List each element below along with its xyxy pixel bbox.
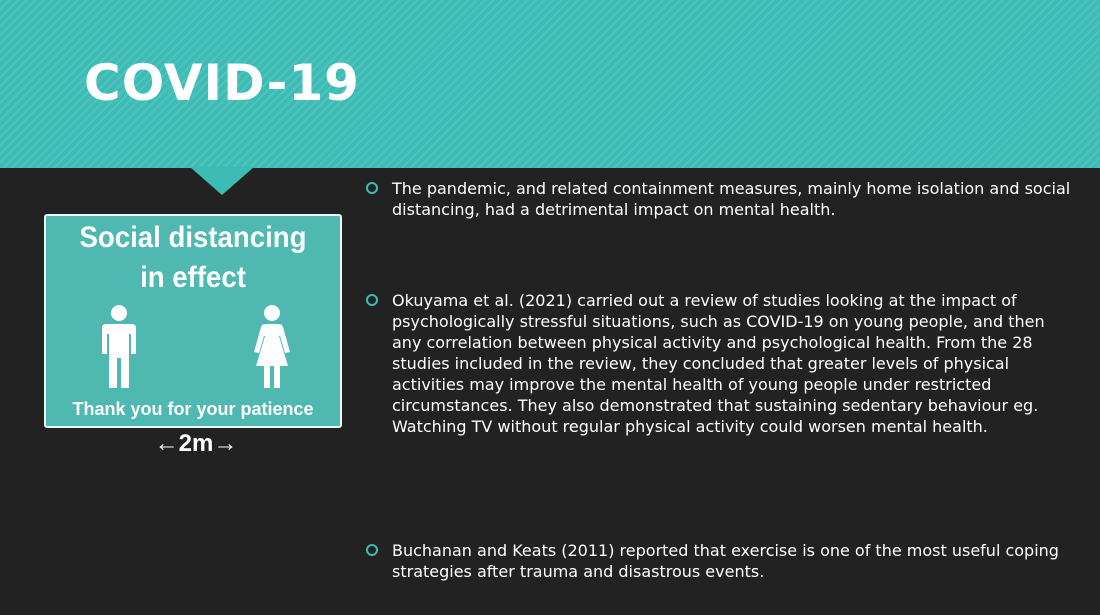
sign-heading-line2: in effect	[140, 261, 246, 294]
distance-label: ←2m→	[154, 430, 238, 457]
header-notch	[190, 167, 254, 195]
bullet-item	[366, 290, 1076, 437]
hollow-circle-bullet-icon	[366, 294, 378, 306]
sign-footer: Thank you for your patience	[72, 399, 314, 419]
hollow-circle-bullet-icon	[366, 544, 378, 556]
bullet-item	[366, 178, 1076, 220]
sign-heading-line1: Social distancing	[79, 221, 307, 254]
woman-icon	[252, 304, 292, 390]
bullet-text: The pandemic, and related containment measures, mainly home isolation and social distancing, had a detrimental impact on mental health.	[392, 179, 1071, 219]
man-icon	[100, 304, 138, 390]
bullet-text: Buchanan and Keats (2011) reported that exercise is one of the most useful coping strategies after trauma and disastrous events.	[392, 541, 1059, 581]
bullet-text: Okuyama et al. (2021) carried out a review of studies looking at the impact of psychologically stressful situations, such as COVID-19 on young people, and then any correlation between physical activity and psychological health. From the 28 studies included in the review, they concluded that greater levels of physical activities may improve the mental health of young people under restricted circumstances. They also demonstrated that sustaining sedentary behaviour eg. Watching TV without regular physical activity could worsen mental health.	[392, 291, 1045, 436]
hollow-circle-bullet-icon	[366, 182, 378, 194]
slide-title: COVID-19	[84, 54, 360, 112]
social-distancing-sign	[44, 214, 342, 457]
bullet-item	[366, 540, 1076, 582]
